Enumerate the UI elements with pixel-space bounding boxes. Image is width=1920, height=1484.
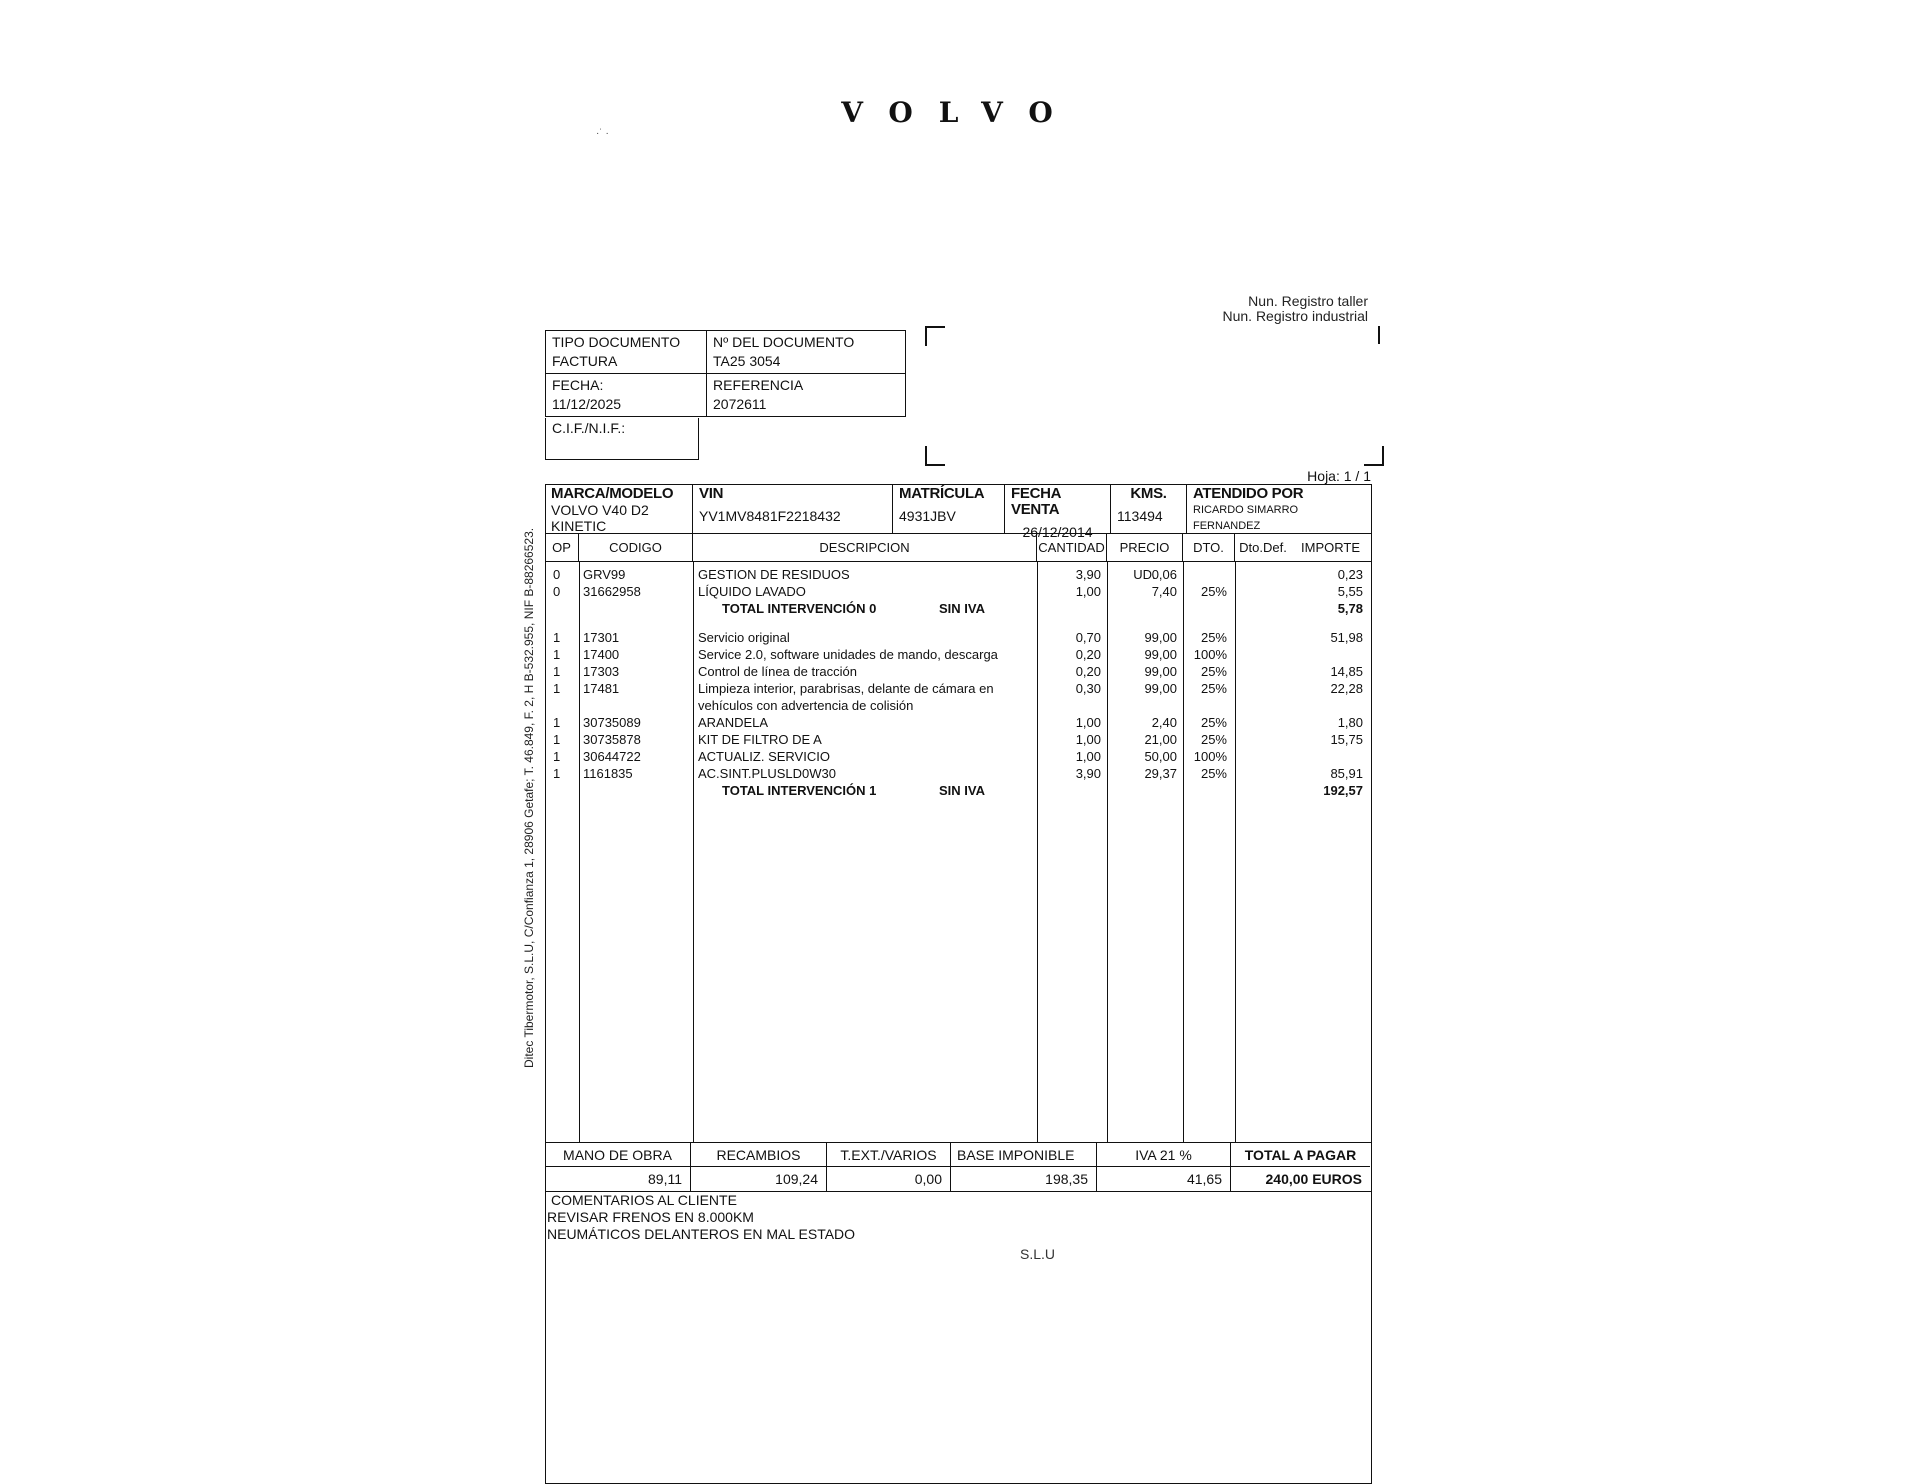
line-importe: 1,80 bbox=[1337, 715, 1363, 730]
line-description: LÍQUIDO LAVADO bbox=[698, 584, 806, 599]
line-item-row bbox=[545, 583, 1372, 600]
line-item-row bbox=[545, 748, 1372, 765]
line-precio: 21,00 bbox=[1144, 732, 1177, 747]
line-op: 1 bbox=[553, 647, 561, 662]
line-description: Control de línea de tracción bbox=[698, 664, 857, 679]
col-op: OP bbox=[545, 534, 579, 561]
line-dto: 25% bbox=[1200, 664, 1227, 679]
base-imponible-value: 198,35 bbox=[951, 1167, 1097, 1191]
register-industrial: Nun. Registro industrial bbox=[1222, 308, 1368, 324]
line-importe: 85,91 bbox=[1330, 766, 1363, 781]
comments-block bbox=[547, 1192, 856, 1243]
brand-logo: VOLVO bbox=[841, 96, 1079, 129]
line-item-row bbox=[545, 646, 1372, 663]
marca-label: MARCA/MODELO bbox=[551, 485, 674, 502]
line-item-row bbox=[545, 765, 1372, 782]
line-description: vehículos con advertencia de colisión bbox=[698, 698, 914, 713]
line-dto: 25% bbox=[1200, 681, 1227, 696]
intervention-iva-label: SIN IVA bbox=[939, 601, 985, 616]
marca-value-1: VOLVO V40 D2 bbox=[551, 502, 649, 518]
line-dto: 100% bbox=[1193, 647, 1227, 662]
line-importe: 14,85 bbox=[1330, 664, 1363, 679]
col-descripcion: DESCRIPCION bbox=[693, 534, 1037, 561]
fecha-value: 11/12/2025 bbox=[552, 396, 622, 412]
line-codigo: 17481 bbox=[583, 681, 620, 696]
line-codigo: 17400 bbox=[583, 647, 620, 662]
line-cantidad: 0,70 bbox=[1075, 630, 1101, 645]
referencia-label: REFERENCIA bbox=[713, 377, 804, 393]
matricula-label: MATRÍCULA bbox=[899, 485, 985, 502]
crop-mark-tl bbox=[925, 326, 945, 346]
line-precio: 7,40 bbox=[1151, 584, 1177, 599]
line-cantidad: 1,00 bbox=[1075, 732, 1101, 747]
page-counter: Hoja: 1 / 1 bbox=[1307, 468, 1371, 484]
mano-obra-value: 89,11 bbox=[545, 1167, 691, 1191]
comment-line: REVISAR FRENOS EN 8.000KM bbox=[547, 1209, 754, 1225]
line-cantidad: 1,00 bbox=[1075, 715, 1101, 730]
crop-mark-tr bbox=[1364, 326, 1380, 344]
tipo-documento-label: TIPO DOCUMENTO bbox=[552, 334, 681, 350]
line-op: 1 bbox=[553, 715, 561, 730]
line-precio: 99,00 bbox=[1144, 681, 1177, 696]
line-importe: 5,55 bbox=[1337, 584, 1363, 599]
intervention-iva-label: SIN IVA bbox=[939, 783, 985, 798]
line-op: 1 bbox=[553, 664, 561, 679]
line-precio: 99,00 bbox=[1144, 630, 1177, 645]
col-codigo: CODIGO bbox=[579, 534, 693, 561]
line-op: 1 bbox=[553, 732, 561, 747]
comment-line: NEUMÁTICOS DELANTEROS EN MAL ESTADO bbox=[547, 1226, 856, 1242]
scan-speck: ·˙ · bbox=[596, 128, 609, 139]
total-pagar-label: TOTAL A PAGAR bbox=[1231, 1143, 1370, 1167]
line-item-row bbox=[545, 680, 1372, 697]
kms-value: 113494 bbox=[1117, 508, 1163, 524]
mano-obra-label: MANO DE OBRA bbox=[545, 1143, 691, 1167]
iva-label: IVA 21 % bbox=[1097, 1143, 1231, 1167]
line-precio: 2,40 bbox=[1151, 715, 1177, 730]
register-info bbox=[1222, 294, 1368, 324]
line-codigo: 1161835 bbox=[583, 766, 633, 781]
line-importe: 0,23 bbox=[1337, 567, 1363, 582]
marca-value-2: KINETIC bbox=[551, 518, 607, 534]
line-description: KIT DE FILTRO DE A bbox=[698, 732, 822, 747]
register-taller: Nun. Registro taller bbox=[1248, 293, 1368, 309]
vehicle-header bbox=[545, 484, 1372, 540]
atendido-label: ATENDIDO POR bbox=[1193, 485, 1304, 502]
col-importe: IMPORTE bbox=[1301, 540, 1360, 555]
fecha-venta-cell bbox=[1005, 484, 1111, 540]
crop-mark-br bbox=[1364, 446, 1384, 466]
fecha-cell bbox=[546, 374, 707, 417]
col-cantidad: CANTIDAD bbox=[1037, 534, 1107, 561]
totals-footer bbox=[545, 1142, 1372, 1192]
numero-documento-cell bbox=[707, 331, 906, 374]
matricula-value: 4931JBV bbox=[899, 508, 956, 524]
line-cantidad: 3,90 bbox=[1075, 567, 1101, 582]
intervention-total-label: TOTAL INTERVENCIÓN 1 bbox=[722, 783, 877, 798]
line-cantidad: 1,00 bbox=[1075, 749, 1101, 764]
line-codigo: 17301 bbox=[583, 630, 620, 645]
marca-cell bbox=[545, 484, 693, 533]
line-dto: 25% bbox=[1200, 630, 1227, 645]
line-importe: 15,75 bbox=[1330, 732, 1363, 747]
line-cantidad: 3,90 bbox=[1075, 766, 1101, 781]
line-dto: 25% bbox=[1200, 766, 1227, 781]
line-item-row bbox=[545, 566, 1372, 583]
line-cantidad: 0,20 bbox=[1075, 647, 1101, 662]
kms-cell bbox=[1111, 484, 1187, 533]
line-description: AC.SINT.PLUSLD0W30 bbox=[698, 766, 836, 781]
fecha-venta-label: FECHA VENTA bbox=[1011, 485, 1061, 518]
line-item-row bbox=[545, 629, 1372, 646]
line-op: 0 bbox=[553, 584, 561, 599]
line-description: ARANDELA bbox=[698, 715, 769, 730]
line-precio: 0,06 bbox=[1151, 567, 1177, 582]
cif-label: C.I.F./N.I.F.: bbox=[552, 420, 626, 434]
numero-documento-label: Nº DEL DOCUMENTO bbox=[713, 334, 855, 350]
document-info-table bbox=[545, 330, 906, 417]
crop-mark-bl bbox=[925, 446, 945, 466]
intervention-total-value: 5,78 bbox=[1337, 601, 1363, 616]
line-codigo: 30735878 bbox=[583, 732, 641, 747]
line-codigo: GRV99 bbox=[583, 567, 626, 582]
line-dto: 25% bbox=[1200, 715, 1227, 730]
line-dto: 100% bbox=[1193, 749, 1227, 764]
referencia-value: 2072611 bbox=[713, 396, 767, 412]
intervention-total-value: 192,57 bbox=[1323, 783, 1363, 798]
col-dtodef: Dto.Def. bbox=[1239, 540, 1287, 555]
line-item-row bbox=[545, 697, 1372, 714]
atendido-cell bbox=[1187, 484, 1370, 533]
line-item-row bbox=[545, 731, 1372, 748]
line-item-row bbox=[545, 663, 1372, 680]
line-op: 1 bbox=[553, 681, 561, 696]
text-varios-label: T.EXT./VARIOS bbox=[827, 1143, 951, 1167]
vin-cell bbox=[693, 484, 893, 533]
comments-title: COMENTARIOS AL CLIENTE bbox=[551, 1192, 737, 1208]
line-precio: 50,00 bbox=[1144, 749, 1177, 764]
line-cantidad: 0,30 bbox=[1075, 681, 1101, 696]
stamp-fragment: S.L.U bbox=[1020, 1246, 1056, 1262]
line-precio: 99,00 bbox=[1144, 664, 1177, 679]
line-codigo: 31662958 bbox=[583, 584, 641, 599]
kms-label: KMS. bbox=[1130, 485, 1167, 502]
line-description: Service 2.0, software unidades de mando, descarga bbox=[698, 647, 998, 662]
line-importe: 51,98 bbox=[1330, 630, 1363, 645]
tipo-documento-cell bbox=[546, 331, 707, 374]
numero-documento-value: TA25 3054 bbox=[713, 353, 781, 369]
line-importe: 22,28 bbox=[1330, 681, 1363, 696]
intervention-total-label: TOTAL INTERVENCIÓN 0 bbox=[722, 601, 877, 616]
total-pagar-value: 240,00 EUROS bbox=[1265, 1171, 1362, 1187]
matricula-cell bbox=[893, 484, 1005, 533]
line-cantidad: 0,20 bbox=[1075, 664, 1101, 679]
line-dto: 25% bbox=[1200, 584, 1227, 599]
line-description: Limpieza interior, parabrisas, delante de cámara en bbox=[698, 681, 994, 696]
fecha-label: FECHA: bbox=[552, 377, 604, 393]
line-op: 1 bbox=[553, 749, 561, 764]
referencia-cell bbox=[707, 374, 906, 417]
line-item-row bbox=[545, 714, 1372, 731]
line-codigo: 17303 bbox=[583, 664, 620, 679]
cif-box bbox=[545, 418, 699, 460]
atendido-value: RICARDO SIMARRO FERNANDEZ bbox=[1193, 504, 1299, 532]
text-varios-value: 0,00 bbox=[827, 1167, 951, 1191]
tipo-documento-value: FACTURA bbox=[552, 353, 618, 369]
line-precio: 29,37 bbox=[1144, 766, 1177, 781]
vin-label: VIN bbox=[699, 485, 724, 502]
col-precio: PRECIO UD. bbox=[1107, 534, 1183, 561]
line-description: Servicio original bbox=[698, 630, 790, 645]
company-side-text: Ditec Tibermotor, S.L.U, C/Confianza 1, 28906 Getafe; T. 46.849, F. 2, H B-532.955, NIF B-88266523. bbox=[522, 527, 536, 1068]
fecha-venta-value: 26/12/2014 bbox=[1022, 524, 1093, 540]
line-precio: 99,00 bbox=[1144, 647, 1177, 662]
line-dto: 25% bbox=[1200, 732, 1227, 747]
intervention-total-row bbox=[545, 600, 1372, 617]
iva-value: 41,65 bbox=[1097, 1167, 1231, 1191]
recambios-value: 109,24 bbox=[691, 1167, 827, 1191]
vin-value: YV1MV8481F2218432 bbox=[699, 508, 841, 524]
recambios-label: RECAMBIOS bbox=[691, 1143, 827, 1167]
base-imponible-label: BASE IMPONIBLE bbox=[951, 1143, 1097, 1167]
line-op: 1 bbox=[553, 630, 561, 645]
line-description: GESTION DE RESIDUOS bbox=[698, 567, 850, 582]
line-description: ACTUALIZ. SERVICIO bbox=[698, 749, 830, 764]
line-op: 0 bbox=[553, 567, 561, 582]
col-dto: DTO. bbox=[1183, 534, 1235, 561]
line-codigo: 30735089 bbox=[583, 715, 641, 730]
line-cantidad: 1,00 bbox=[1075, 584, 1101, 599]
line-codigo: 30644722 bbox=[583, 749, 641, 764]
intervention-total-row bbox=[545, 782, 1372, 799]
line-op: 1 bbox=[553, 766, 561, 781]
